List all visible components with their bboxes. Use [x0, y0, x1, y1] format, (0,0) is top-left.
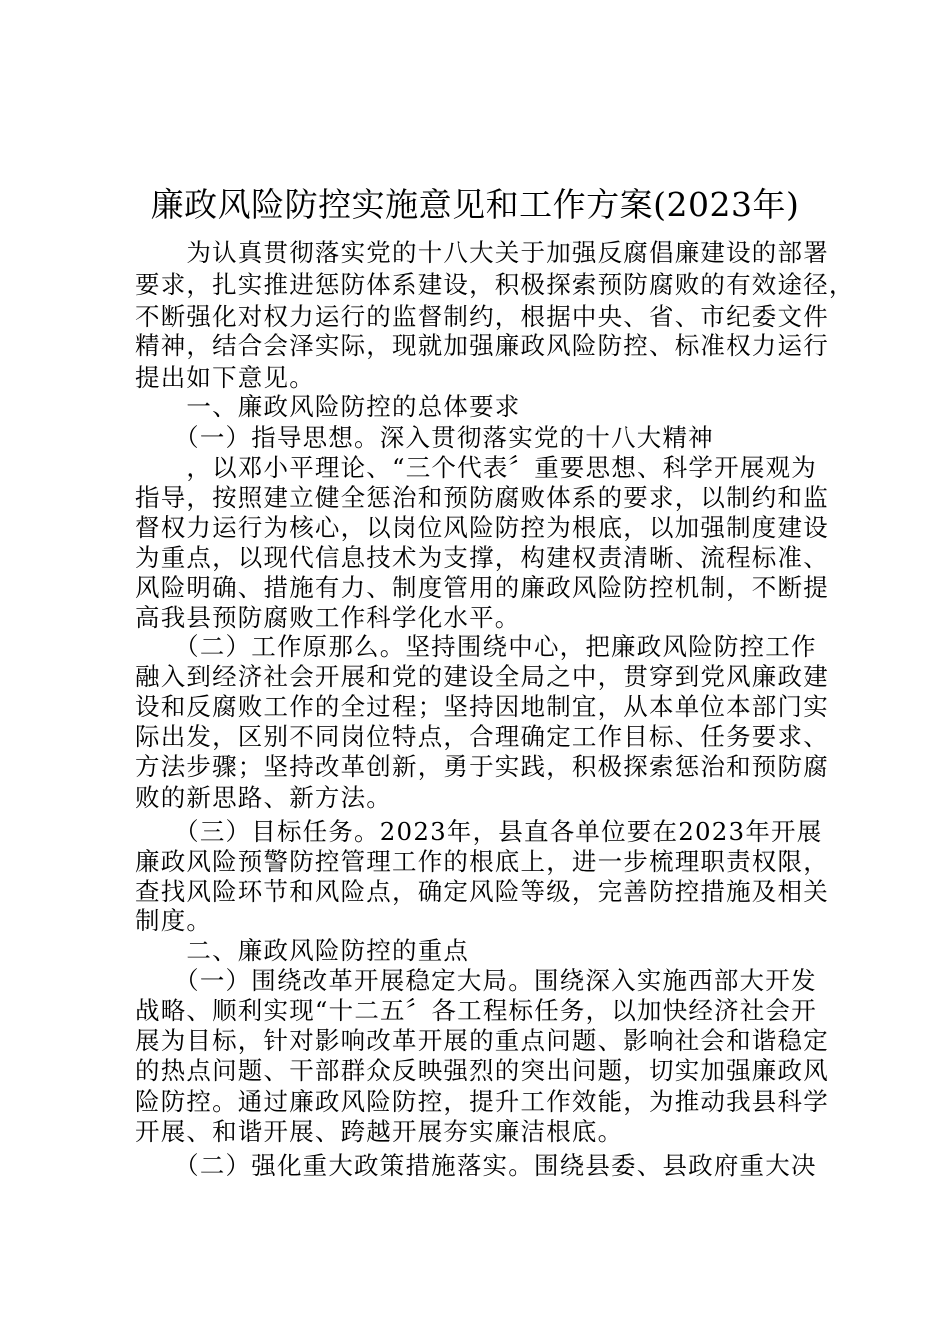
text-line: 制度。 [135, 906, 213, 935]
text-line: 的热点问题、干部群众反映强烈的突出问题，切实加强廉政风 [135, 1056, 829, 1085]
text-line: 指导，按照建立健全惩治和预防腐败体系的要求，以制约和监 [135, 483, 829, 512]
text-line: （二）强化重大政策措施落实。围绕县委、县政府重大决 [135, 1151, 817, 1180]
text-line: 战略、顺利实现“十二五〞各工程标任务，以加快经济社会开 [135, 996, 817, 1025]
text-line: 开展、和谐开展、跨越开展夯实廉洁根底。 [135, 1117, 624, 1146]
text-line: （二）工作原那么。坚持围绕中心，把廉政风险防控工作 [135, 632, 817, 661]
text-line: 精神，结合会泽实际，现就加强廉政风险防控、标准权力运行 [135, 331, 829, 360]
text-line: 败的新思路、新方法。 [135, 783, 392, 812]
text-line: 展为目标，针对影响改革开展的重点问题、影响社会和谐稳定 [135, 1026, 829, 1055]
text-line: 际出发，区别不同岗位特点，合理确定工作目标、任务要求、 [135, 722, 829, 751]
text-line: 为认真贯彻落实党的十八大关于加强反腐倡廉建设的部署 [135, 238, 829, 267]
text-line: （一）指导思想。深入贯彻落实党的十八大精神 [135, 423, 714, 452]
text-line: 不断强化对权力运行的监督制约，根据中央、省、市纪委文件 [135, 302, 829, 331]
text-line: 督权力运行为核心，以岗位风险防控为根底，以加强制度建设 [135, 513, 829, 542]
text-line: （三）目标任务。2023年，县直各单位要在2023年开展 [135, 817, 823, 846]
text-line: 要求，扎实推进惩防体系建设，积极探索预防腐败的有效途径， [135, 270, 855, 299]
text-line: 一、廉政风险防控的总体要求 [135, 392, 521, 421]
document-title: 廉政风险防控实施意见和工作方案(2023年) [150, 185, 800, 224]
text-line: 风险明确、措施有力、制度管用的廉政风险防控机制，不断提 [135, 573, 829, 602]
text-line: 查找风险环节和风险点，确定风险等级，完善防控措施及相关 [135, 877, 829, 906]
text-line: 险防控。通过廉政风险防控，提升工作效能，为推动我县科学 [135, 1087, 829, 1116]
text-line: 二、廉政风险防控的重点 [135, 936, 470, 965]
text-line: 高我县预防腐败工作科学化水平。 [135, 603, 521, 632]
text-line: 为重点，以现代信息技术为支撑，构建权责清晰、流程标准、 [135, 543, 829, 572]
text-line: （一）围绕改革开展稳定大局。围绕深入实施西部大开发 [135, 966, 817, 995]
text-line: 融入到经济社会开展和党的建设全局之中，贯穿到党风廉政建 [135, 662, 829, 691]
text-line: ，以邓小平理论、“三个代表〞重要思想、科学开展观为 [135, 453, 817, 482]
text-line: 设和反腐败工作的全过程；坚持因地制宜，从本单位本部门实 [135, 692, 829, 721]
text-line: 方法步骤；坚持改革创新，勇于实践，积极探索惩治和预防腐 [135, 752, 829, 781]
text-line: 廉政风险预警防控管理工作的根底上，进一步梳理职责权限， [135, 847, 829, 876]
text-line: 提出如下意见。 [135, 363, 315, 392]
